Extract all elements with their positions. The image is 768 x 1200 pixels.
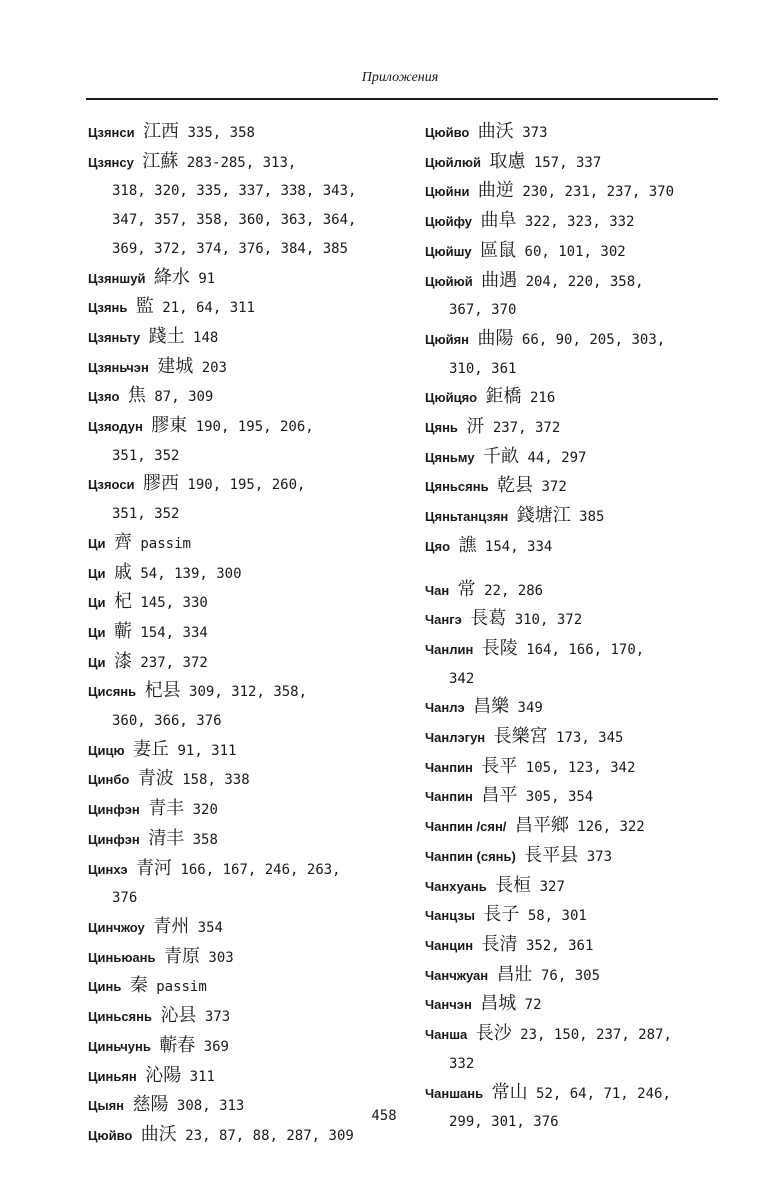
entry-page-refs: 373: [586, 848, 613, 865]
entry-hanzi: 長清: [481, 933, 518, 955]
entry-page-refs-continued: 367, 370: [449, 302, 517, 319]
entry-page-refs: 21, 64, 311: [162, 300, 255, 317]
index-entry: [425, 753, 725, 783]
entry-hanzi: 長平县: [524, 844, 579, 866]
entry-page-refs: 190, 195, 260,: [187, 477, 306, 494]
entry-hanzi: 江蘇: [142, 150, 179, 172]
entry-hanzi: 曲陽: [477, 327, 514, 349]
entry-hanzi: 曲沃: [477, 121, 514, 142]
entry-page-refs: 23, 87, 88, 287, 309: [185, 1127, 354, 1144]
entry-hanzi: 長子: [483, 904, 520, 926]
entry-headword: Циньсянь: [88, 1009, 152, 1025]
entry-page-refs: 72: [524, 997, 542, 1014]
entry-headword: Цяо: [425, 538, 451, 554]
entry-page-refs: 335, 358: [187, 125, 255, 141]
index-entry: [88, 677, 408, 735]
index-column-left: [88, 118, 408, 1151]
index-entry: [425, 532, 725, 562]
index-entry: [88, 382, 408, 412]
entry-headword: Цяньсянь: [425, 479, 489, 495]
entry-page-refs: 303: [208, 949, 234, 966]
entry-headword: Цюйцяо: [425, 390, 478, 406]
entry-hanzi: 青河: [136, 857, 173, 879]
entry-page-refs-continued: 332: [449, 1055, 475, 1072]
entry-headword: Циньян: [88, 1068, 137, 1084]
entry-hanzi: 長沙: [475, 1023, 512, 1045]
index-entry: [425, 576, 725, 606]
entry-page-refs: 105, 123, 342: [525, 759, 636, 776]
entry-page-refs: 154, 334: [484, 538, 553, 555]
entry-headword: Чанцин: [425, 937, 474, 953]
entry-headword: Цинь: [88, 979, 122, 995]
entry-page-refs-continued: 351, 352: [112, 506, 180, 523]
entry-page-refs: 237, 372: [492, 420, 561, 437]
entry-hanzi: 長平: [481, 755, 518, 777]
entry-page-refs-continued: 299, 301, 376: [449, 1114, 559, 1131]
entry-page-refs: 190, 195, 206,: [195, 419, 314, 436]
index-entry: [425, 502, 725, 532]
index-entry: [425, 872, 725, 902]
entry-headword: Цзянси: [88, 125, 135, 140]
entry-page-refs: 154, 334: [140, 624, 208, 641]
entry-hanzi: 戚: [113, 561, 132, 583]
index-entry: [425, 605, 725, 635]
index-entry: [425, 635, 725, 693]
entry-headword: Цяньтанцзян: [425, 509, 509, 525]
entry-page-refs: 76, 305: [541, 967, 601, 984]
entry-page-refs-continued: 360, 366, 376: [112, 713, 222, 730]
entry-hanzi: 杞: [113, 591, 132, 613]
entry-hanzi: 江西: [143, 121, 180, 142]
index-entry: [88, 736, 408, 766]
index-entry: [425, 990, 725, 1020]
index-entry: [425, 842, 725, 872]
entry-hanzi: 昌平鄉: [514, 815, 569, 837]
entry-page-refs: 204, 220, 358,: [525, 273, 644, 290]
entry-headword: Цинхэ: [88, 861, 128, 877]
entry-page-refs: 327: [539, 878, 565, 895]
entry-headword: Чанлин: [425, 641, 474, 657]
entry-headword: Чанцзы: [425, 908, 475, 924]
entry-hanzi: 建城: [157, 355, 194, 377]
section-gap: [425, 562, 725, 576]
entry-hanzi: 蘄: [113, 620, 132, 642]
entry-headword: Цинбо: [88, 772, 130, 788]
entry-hanzi: 膠西: [142, 473, 179, 495]
index-entry: [88, 588, 408, 618]
entry-hanzi: 沁县: [160, 1005, 197, 1027]
index-entry: [88, 795, 408, 825]
entry-page-refs-continued: 318, 320, 335, 337, 338, 343,: [112, 183, 357, 200]
entry-headword: Цюйлюй: [425, 154, 481, 170]
entry-hanzi: 曲阜: [480, 210, 517, 232]
entry-page-refs: 373: [522, 125, 548, 141]
entry-hanzi: 乾县: [497, 475, 534, 497]
entry-page-refs: 60, 101, 302: [524, 243, 626, 260]
entry-hanzi: 秦: [129, 975, 148, 997]
entry-headword: Чанша: [425, 1027, 468, 1043]
entry-hanzi: 曲沃: [140, 1123, 177, 1145]
index-entry: [88, 323, 408, 353]
index-entry: [425, 901, 725, 931]
entry-hanzi: 昌城: [480, 993, 517, 1015]
index-entry: [88, 264, 408, 294]
entry-page-refs: 87, 309: [154, 389, 214, 406]
entry-page-refs-continued: 342: [449, 670, 475, 687]
index-entry: [425, 267, 725, 325]
entry-headword: Цюйфу: [425, 214, 473, 230]
entry-page-refs: 145, 330: [140, 595, 208, 612]
index-entry: [88, 855, 408, 913]
entry-page-refs: 66, 90, 205, 303,: [521, 331, 666, 348]
entry-headword: Цинчжоу: [88, 919, 145, 935]
index-entry: [88, 1062, 408, 1092]
index-entry: [425, 383, 725, 413]
entry-page-refs: 352, 361: [525, 937, 594, 954]
index-entry: [88, 148, 408, 264]
entry-headword: Ци: [88, 535, 106, 551]
index-entry: [88, 648, 408, 678]
entry-hanzi: 鉅橋: [485, 386, 522, 408]
entry-headword: Цюйюй: [425, 273, 473, 289]
entry-page-refs: 237, 372: [140, 654, 208, 671]
index-entry: [425, 931, 725, 961]
entry-hanzi: 青丰: [148, 798, 185, 820]
entry-headword: Цзяоси: [88, 477, 135, 493]
entry-headword: Цинфэн: [88, 802, 140, 818]
entry-headword: Циньчунь: [88, 1038, 151, 1054]
entry-page-refs: 52, 64, 71, 246,: [536, 1085, 671, 1102]
entry-headword: Чанчжуан: [425, 967, 489, 983]
entry-headword: Чаншань: [425, 1085, 484, 1101]
index-entry: [88, 618, 408, 648]
entry-hanzi: 錢塘江: [516, 505, 571, 527]
entry-page-refs: 373: [204, 1009, 231, 1026]
entry-hanzi: 長葛: [470, 608, 507, 630]
index-entry: [88, 1002, 408, 1032]
entry-page-refs: 230, 231, 237, 370: [522, 184, 675, 201]
entry-hanzi: 齊: [113, 531, 132, 553]
entry-hanzi: 昌樂: [473, 696, 510, 718]
entry-headword: Цюйни: [425, 184, 470, 200]
entry-hanzi: 杞县: [144, 680, 181, 702]
entry-hanzi: 長桓: [495, 874, 532, 896]
entry-hanzi: 區鼠: [480, 239, 517, 261]
index-entry: [88, 293, 408, 323]
entry-hanzi: 昌平: [481, 785, 518, 807]
index-entry: [425, 782, 725, 812]
entry-headword: Чанлэгун: [425, 730, 486, 746]
entry-page-refs: 58, 301: [527, 908, 587, 925]
entry-headword: Цзяо: [88, 389, 120, 405]
entry-headword: Чангэ: [425, 612, 462, 628]
index-entry: [425, 472, 725, 502]
index-entry: [88, 412, 408, 470]
entry-headword: Ци: [88, 595, 106, 611]
index-entry: [425, 325, 725, 383]
entry-page-refs: 91, 311: [177, 742, 237, 759]
entry-hanzi: 千畝: [483, 445, 520, 467]
entry-page-refs: 354: [197, 919, 223, 936]
index-entry: [425, 812, 725, 842]
entry-headword: Чанпин (сянь): [425, 848, 516, 864]
header-rule: [86, 98, 718, 100]
entry-headword: Цюйво: [425, 125, 470, 140]
entry-page-refs: 126, 322: [577, 819, 645, 836]
entry-page-refs: 203: [201, 359, 227, 376]
entry-page-refs: 166, 167, 246, 263,: [180, 861, 341, 878]
entry-hanzi: 青州: [153, 915, 190, 937]
entry-headword: Цинфэн: [88, 831, 140, 847]
entry-page-refs: 320: [192, 802, 218, 819]
entry-headword: Циньюань: [88, 949, 156, 965]
entry-headword: Цзянь: [88, 300, 128, 316]
entry-hanzi: 踐土: [148, 325, 185, 347]
entry-page-refs: 54, 139, 300: [140, 565, 242, 582]
entry-page-refs: 216: [529, 390, 556, 407]
entry-headword: Ци: [88, 565, 106, 581]
entry-hanzi: 沁陽: [145, 1064, 182, 1086]
entry-page-refs: 283-285, 313,: [186, 154, 297, 171]
index-entry: [88, 972, 408, 1002]
entry-page-refs: 164, 166, 170,: [526, 641, 645, 658]
entry-page-refs: 385: [579, 509, 605, 526]
entry-hanzi: 清丰: [148, 827, 185, 849]
entry-hanzi: 慈陽: [132, 1094, 169, 1116]
entry-page-refs-continued: 347, 357, 358, 360, 363, 364,: [112, 212, 357, 229]
entry-headword: Цзяньчэн: [88, 359, 149, 375]
entry-hanzi: 長陵: [481, 637, 518, 659]
entry-headword: Цзянсу: [88, 154, 134, 170]
entry-hanzi: 青波: [137, 768, 174, 790]
index-entry: [88, 765, 408, 795]
entry-page-refs: 310, 372: [514, 612, 583, 629]
entry-page-refs: 157, 337: [533, 154, 602, 171]
entry-hanzi: 曲逆: [477, 180, 514, 202]
index-entry: [88, 470, 408, 528]
index-entry: [425, 961, 725, 991]
entry-page-refs: passim: [140, 535, 191, 552]
index-entry: [425, 177, 725, 207]
entry-headword: Чанпин /сян/: [425, 819, 507, 835]
entry-headword: Цзяньту: [88, 329, 141, 345]
index-entry: [88, 825, 408, 855]
entry-page-refs: 349: [517, 700, 543, 717]
entry-headword: Чанлэ: [425, 700, 465, 716]
entry-hanzi: 汧: [466, 416, 485, 438]
index-entry: [425, 118, 725, 148]
entry-headword: Цянь: [425, 420, 458, 436]
entry-headword: Чанпин: [425, 789, 473, 805]
entry-headword: Цисянь: [88, 684, 137, 700]
entry-hanzi: 監: [135, 296, 154, 318]
entry-page-refs: 22, 286: [484, 582, 544, 599]
entry-hanzi: 譙: [458, 534, 477, 556]
entry-page-refs: 158, 338: [182, 772, 250, 789]
entry-headword: Чан: [425, 582, 450, 598]
entry-hanzi: 常山: [491, 1081, 528, 1103]
entry-page-refs: 311: [189, 1068, 215, 1085]
entry-headword: Ци: [88, 624, 106, 640]
entry-page-refs: 173, 345: [556, 730, 624, 747]
page-number: 458: [371, 1108, 397, 1124]
entry-hanzi: 常: [457, 578, 476, 600]
entry-page-refs: 358: [192, 831, 218, 848]
index-entry: [88, 559, 408, 589]
entry-page-refs: 148: [193, 329, 219, 346]
entry-headword: Цзяодун: [88, 419, 143, 435]
entry-headword: Чанхуань: [425, 878, 487, 894]
index-entry: [88, 529, 408, 559]
entry-hanzi: 蘄春: [159, 1034, 196, 1056]
entry-page-refs: 91: [198, 270, 216, 287]
entry-page-refs: 372: [541, 479, 567, 496]
entry-headword: Цюйво: [88, 1127, 133, 1143]
entry-page-refs: 305, 354: [525, 789, 594, 806]
index-entry: [88, 353, 408, 383]
entry-page-refs: 23, 150, 237, 287,: [520, 1027, 672, 1044]
entry-hanzi: 焦: [127, 385, 146, 407]
entry-hanzi: 昌壯: [496, 963, 533, 985]
entry-page-refs-continued: 351, 352: [112, 447, 180, 464]
index-entry: [425, 148, 725, 178]
index-entry: [425, 1020, 725, 1078]
entry-page-refs: 308, 313: [176, 1098, 245, 1115]
entry-page-refs: 322, 323, 332: [524, 214, 635, 231]
entry-headword: Цицю: [88, 742, 125, 758]
entry-hanzi: 青原: [163, 945, 200, 967]
index-entry: [425, 443, 725, 473]
entry-hanzi: 取慮: [489, 150, 526, 172]
entry-headword: Цзяншуй: [88, 270, 146, 286]
index-entry: [88, 943, 408, 973]
entry-headword: Цыян: [88, 1098, 125, 1114]
entry-page-refs-continued: 310, 361: [449, 360, 517, 377]
index-entry: [425, 207, 725, 237]
running-head: Приложения: [361, 70, 439, 85]
index-column-right: [425, 118, 725, 1137]
entry-headword: Цюйшу: [425, 243, 472, 259]
entry-hanzi: 漆: [113, 650, 132, 672]
index-entry: [88, 1032, 408, 1062]
entry-headword: Цяньму: [425, 449, 475, 465]
entry-hanzi: 曲遇: [481, 269, 518, 291]
index-entry: [88, 913, 408, 943]
entry-page-refs-continued: 376: [112, 890, 138, 907]
entry-hanzi: 絳水: [153, 266, 190, 288]
index-entry: [425, 693, 725, 723]
index-entry: [425, 723, 725, 753]
index-entry: [425, 237, 725, 267]
entry-hanzi: 妻丘: [133, 738, 170, 760]
entry-page-refs: 369: [203, 1038, 229, 1055]
entry-page-refs: 309, 312, 358,: [189, 684, 308, 701]
index-entry: [425, 413, 725, 443]
entry-headword: Чанчэн: [425, 997, 472, 1013]
entry-hanzi: 膠東: [151, 415, 188, 437]
entry-headword: Ци: [88, 654, 106, 670]
entry-page-refs: passim: [156, 979, 207, 996]
index-entry: [88, 118, 408, 148]
entry-headword: Цюйян: [425, 331, 470, 347]
entry-hanzi: 長樂宮: [493, 726, 548, 748]
entry-headword: Чанпин: [425, 759, 473, 775]
entry-page-refs-continued: 369, 372, 374, 376, 384, 385: [112, 240, 349, 257]
index-entry: [88, 1121, 408, 1151]
entry-page-refs: 44, 297: [527, 449, 587, 466]
